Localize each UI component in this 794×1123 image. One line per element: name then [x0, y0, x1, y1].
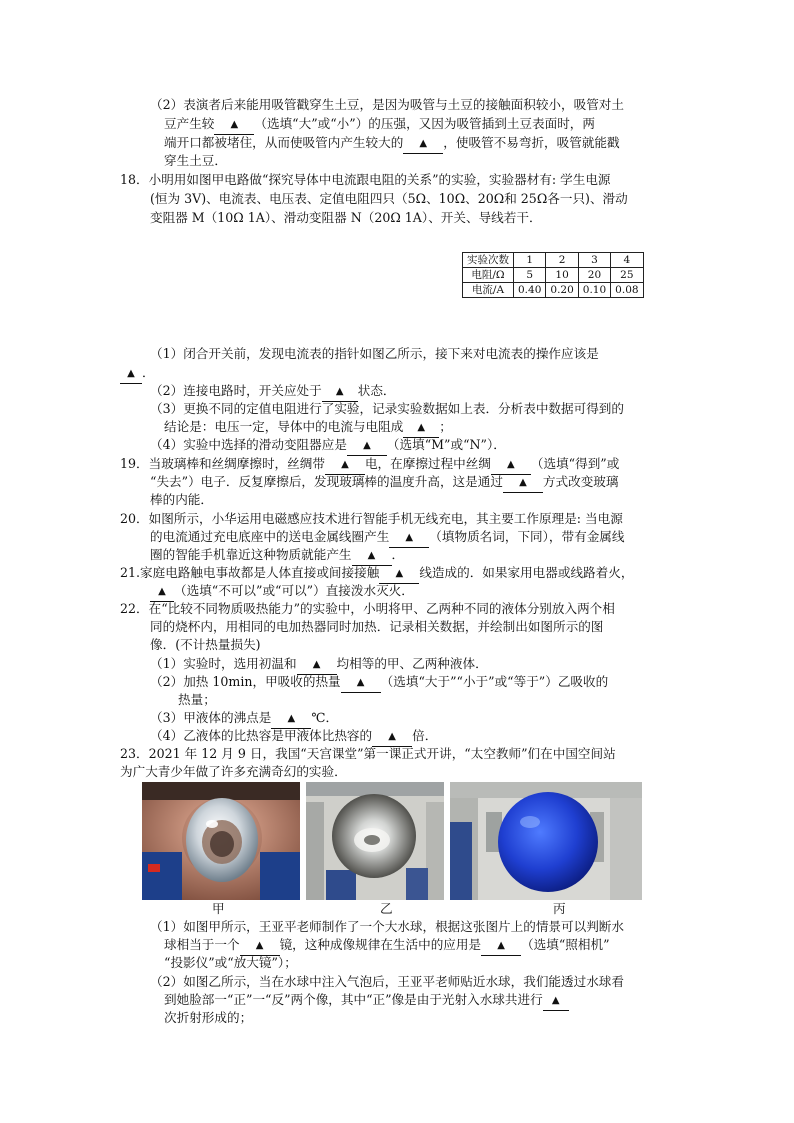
answer-blank[interactable] [240, 936, 280, 956]
answer-blank[interactable] [543, 991, 569, 1011]
triangle-mark: ▲ [287, 713, 296, 724]
text: 镜，这种成像规律在生活中的应用是 [279, 937, 482, 952]
text: ． [391, 547, 405, 562]
q18-stem-line2: (恒为 3V)、电流表、电压表、定值电阻四只（5Ω、10Ω、20Ω和 25Ω各一只)、滑动 [150, 191, 628, 206]
q19-line1 [120, 455, 619, 475]
answer-blank[interactable] [271, 709, 311, 729]
q23-sub2-line1: （2）如图乙所示，当在水球中注入气泡后，王亚平老师贴近水球，我们能透过水球看 [150, 974, 624, 989]
text: “失去”）电子．反复摩擦后，发现玻璃棒的温度升高，这是通过 [150, 474, 503, 489]
q21-line1 [120, 564, 633, 584]
triangle-mark: ▲ [405, 532, 414, 543]
q17-part2-line2 [164, 115, 595, 135]
triangle-mark: ▲ [158, 586, 166, 597]
triangle-mark: ▲ [395, 568, 404, 579]
q22-stem-line1: 22．在“比较不同物质吸热能力”的实验中，小明将甲、乙两种不同的液体分别放入两个相 [120, 601, 615, 616]
q23-sub2-line3: 次折射形成的； [164, 1010, 253, 1025]
q18-data-table [462, 252, 644, 298]
q18-sub1-line1: （1）闭合开关前，发现电流表的指针如图乙所示，接下来对电流表的操作应该是 [150, 346, 599, 361]
table-cell: 0.10 [578, 283, 610, 298]
q23-stem-line1: 23．2021 年 12 月 9 日，我国“天宫课堂”第一课正式开讲，“太空教师”们在中国空间站 [120, 746, 616, 761]
q18-stem-line1: 18．小明用如图甲电路做“探究导体中电流跟电阻的关系”的实验，实验器材有: 学生电源 [120, 172, 611, 187]
text: 球相当于一个 [164, 937, 240, 952]
table-cell: 5 [514, 268, 546, 283]
q17-part2-line1: （2）表演者后来能用吸管戳穿生土豆，是因为吸管与土豆的接触面积较小，吸管对土 [150, 97, 624, 112]
q22-sub2-line1 [150, 673, 608, 693]
q20-line3 [150, 546, 404, 566]
q22-stem-line3: 像．(不计热量损失) [150, 637, 261, 652]
answer-blank[interactable] [403, 134, 443, 154]
q17-part2-line4: 穿生土豆． [164, 153, 227, 168]
q18-stem-line3: 变阻器 M（10Ω 1A）、滑动变阻器 N（20Ω 1A）、开关、导线若干． [150, 210, 542, 225]
answer-blank[interactable] [120, 364, 142, 384]
table-row [463, 268, 644, 283]
text: 线造成的．如果家用电器或线路着火， [419, 565, 634, 580]
text: （3）甲液体的沸点是 [150, 710, 272, 725]
table-cell: 4 [611, 253, 643, 268]
q18-sub3-line1: （3）更换不同的定值电阻进行了实验，记录实验数据如上表．分析表中数据可得到的 [150, 401, 624, 416]
q21-line2 [150, 582, 414, 602]
photo-bing-blue-ball [450, 782, 642, 900]
q18-sub4 [150, 436, 506, 456]
triangle-mark: ▲ [230, 119, 239, 130]
answer-blank[interactable] [341, 673, 381, 693]
q17-part2-line3 [164, 134, 620, 154]
table-cell: 0.40 [514, 283, 546, 298]
photo-jia-water-ball [142, 782, 300, 900]
triangle-mark: ▲ [341, 459, 349, 470]
photo-caption-yi: 乙 [380, 901, 393, 916]
triangle-mark: ▲ [335, 386, 344, 397]
text: 到她脸部一“正”一“反”两个像，其中“正”像是由于光射入水球共进行 [164, 992, 543, 1007]
triangle-mark: ▲ [419, 138, 428, 149]
q19-line2 [150, 473, 618, 493]
q22-sub4 [150, 727, 437, 747]
text: 豆产生较 [164, 116, 215, 131]
table-row-header: 实验次数 [463, 253, 514, 268]
answer-blank[interactable] [403, 418, 439, 438]
text: ． [142, 365, 155, 380]
text: （2）加热 10min，甲吸收的热量 [150, 674, 341, 689]
q23-sub1-line1: （1）如图甲所示，王亚平老师制作了一个大水球，根据这张图片上的情景可以判断水 [150, 919, 624, 934]
table-row-header: 电阻/Ω [463, 268, 514, 283]
text: 方式改变玻璃 [542, 474, 619, 489]
answer-blank[interactable] [325, 455, 365, 475]
q18-sub3-line2 [164, 418, 452, 438]
q18-sub1-line2 [120, 364, 155, 384]
answer-blank[interactable] [372, 727, 412, 747]
photo-caption-jia: 甲 [212, 901, 225, 916]
q23-stem-line2: 为广大青少年做了许多充满奇幻的实验． [120, 764, 347, 779]
text: ℃． [311, 710, 339, 725]
q18-sub2 [150, 382, 396, 402]
text: 结论是：电压一定，导体中的电流与电阻成 [164, 419, 404, 434]
photo-yi-image [306, 782, 444, 900]
text: 电，在摩擦过程中丝绸 [364, 456, 491, 471]
text: ； [439, 419, 452, 434]
text: 21.家庭电路触电事故都是人体直接或间接接触 [120, 565, 380, 580]
text: （填物质名词，下同），带有金属线 [429, 529, 625, 544]
table-row-header: 电流/A [463, 283, 514, 298]
triangle-mark: ▲ [363, 440, 371, 451]
text: 圈的智能手机靠近这种物质就能产生 [150, 547, 352, 562]
text: 的电流通过充电底座中的送电金属线圈产生 [150, 529, 390, 544]
triangle-mark: ▲ [507, 459, 515, 470]
table-cell: 1 [514, 253, 546, 268]
table-cell: 2 [546, 253, 578, 268]
answer-blank[interactable] [491, 455, 531, 475]
text: 19．当玻璃棒和丝绸摩擦时，丝绸带 [120, 456, 325, 471]
triangle-mark: ▲ [312, 659, 321, 670]
text: （选填“不可以”或“可以”）直接泼水灭火． [174, 583, 414, 598]
text: 均相等的甲、乙两种液体． [336, 656, 488, 671]
triangle-mark: ▲ [519, 477, 527, 488]
q20-line2 [150, 528, 624, 548]
triangle-mark: ▲ [367, 550, 376, 561]
answer-blank[interactable] [322, 382, 358, 402]
text: 端开口都被堵住，从而使吸管内产生较大的 [164, 135, 404, 150]
answer-blank[interactable] [150, 582, 174, 602]
answer-blank[interactable] [481, 936, 521, 956]
triangle-mark: ▲ [388, 731, 396, 742]
triangle-mark: ▲ [356, 677, 365, 688]
answer-blank[interactable] [379, 564, 419, 584]
text: （选填“大于”“小于”或“等于”）乙吸收的 [380, 674, 609, 689]
table-cell: 0.20 [546, 283, 578, 298]
table-cell: 25 [611, 268, 643, 283]
q19-line3: 棒的内能． [150, 492, 213, 507]
text: 倍． [412, 728, 438, 743]
table-row [463, 283, 644, 298]
triangle-mark: ▲ [417, 422, 426, 433]
answer-blank[interactable] [352, 546, 392, 566]
q23-sub1-line2 [164, 936, 610, 956]
photo-jia-image [142, 782, 300, 900]
answer-blank[interactable] [297, 655, 337, 675]
photo-caption-bing: 丙 [553, 901, 566, 916]
answer-blank[interactable] [214, 115, 254, 135]
table-row [463, 253, 644, 268]
table-cell: 20 [578, 268, 610, 283]
text: （1）实验时，选用初温和 [150, 656, 297, 671]
photo-yi-water-ball-bubble [306, 782, 444, 900]
answer-blank[interactable] [347, 436, 387, 456]
answer-blank[interactable] [389, 528, 429, 548]
photo-bing-image [450, 782, 642, 900]
triangle-mark: ▲ [497, 940, 505, 951]
q23-sub2-line2 [164, 991, 569, 1011]
table-cell: 3 [578, 253, 610, 268]
text: ，使吸管不易弯折，吸管就能戳 [443, 135, 620, 150]
text: （4）乙液体的比热容是甲液体比热容的 [150, 728, 373, 743]
table-cell: 0.08 [611, 283, 643, 298]
q22-sub2-line2: 热量； [178, 692, 216, 707]
text: （选填“得到”或 [530, 456, 620, 471]
q22-sub3 [150, 709, 338, 729]
triangle-mark: ▲ [551, 995, 560, 1006]
q23-sub1-line3: “投影仪”或“放大镜”）； [164, 955, 297, 970]
text: 状态． [357, 383, 396, 398]
q22-stem-line2: 同的烧杯内，用相同的电加热器同时加热．记录相关数据，并绘制出如图所示的图 [150, 619, 604, 634]
table-cell: 10 [546, 268, 578, 283]
text: （2）连接电路时，开关应处于 [150, 383, 322, 398]
text: （4）实验中选择的滑动变阻器应是 [150, 437, 347, 452]
triangle-mark: ▲ [127, 368, 135, 379]
q20-line1: 20．如图所示，小华运用电磁感应技术进行智能手机无线充电，其主要工作原理是: 当电源 [120, 511, 623, 526]
text: （选填“大”或“小”）的压强，又因为吸管插到土豆表面时，两 [254, 116, 595, 131]
text: （选填“照相机” [521, 937, 610, 952]
triangle-mark: ▲ [255, 940, 264, 951]
answer-blank[interactable] [503, 473, 543, 493]
q22-sub1 [150, 655, 488, 675]
text: （选填“M”或“N”）． [386, 437, 506, 452]
